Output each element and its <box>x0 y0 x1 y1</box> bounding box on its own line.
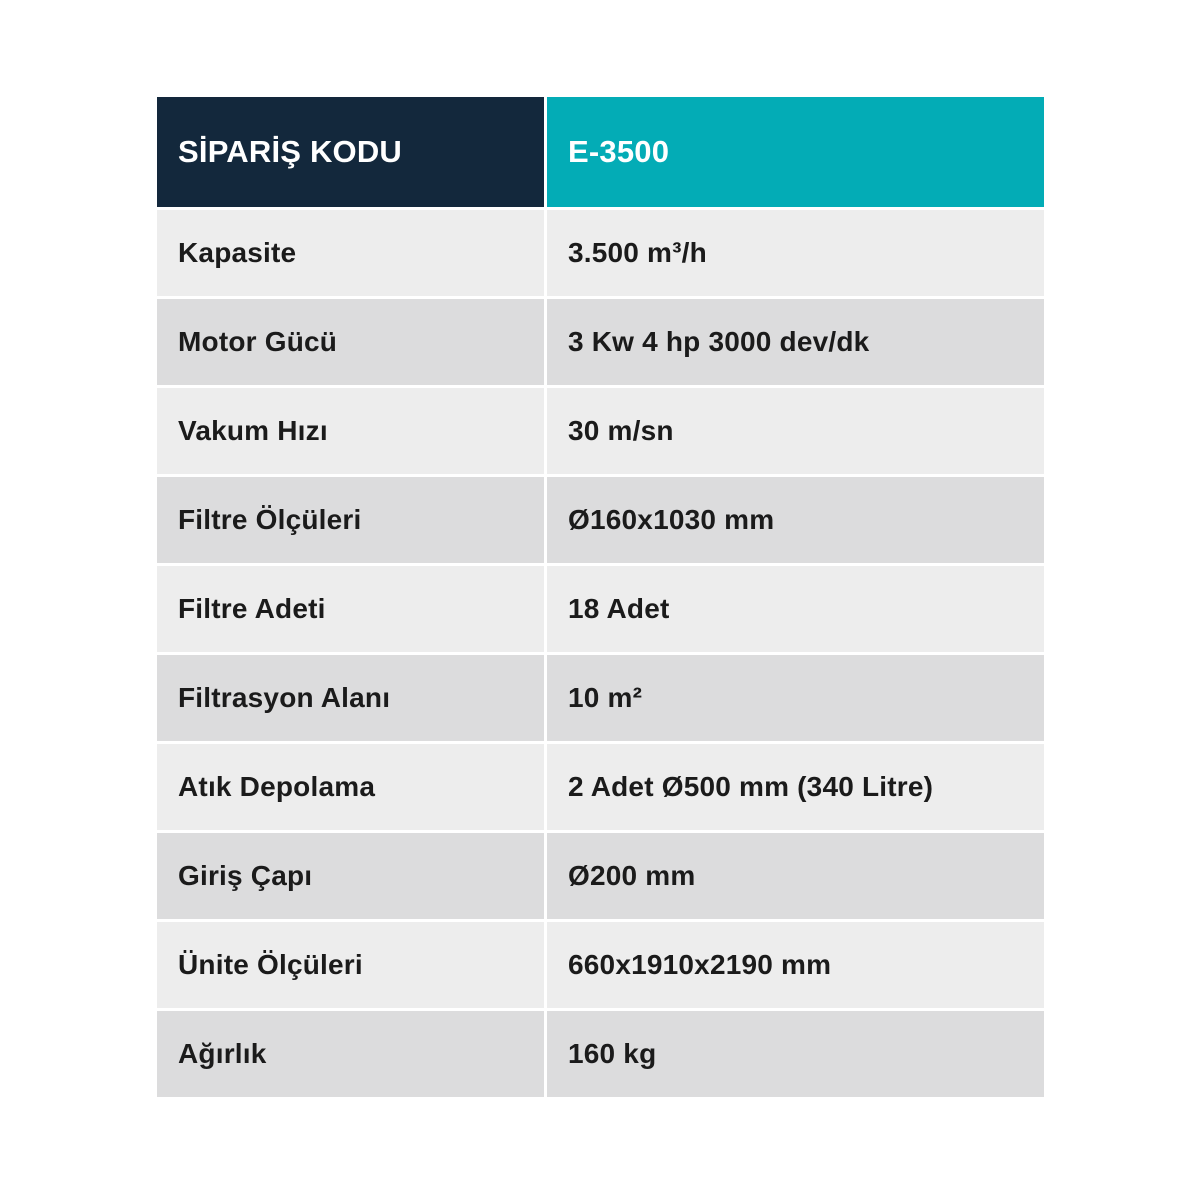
spec-row-label: Ağırlık <box>157 1011 544 1097</box>
spec-row-label: Ünite Ölçüleri <box>157 922 544 1008</box>
spec-row-label: Atık Depolama <box>157 744 544 830</box>
spec-row-value: 18 Adet <box>547 566 1044 652</box>
spec-row-label: Motor Gücü <box>157 299 544 385</box>
spec-row-label: Giriş Çapı <box>157 833 544 919</box>
spec-row-label: Vakum Hızı <box>157 388 544 474</box>
spec-table <box>157 97 1044 1097</box>
spec-row-value: Ø200 mm <box>547 833 1044 919</box>
spec-row-value: 3 Kw 4 hp 3000 dev/dk <box>547 299 1044 385</box>
spec-row-value: 2 Adet Ø500 mm (340 Litre) <box>547 744 1044 830</box>
spec-row-label: Filtre Adeti <box>157 566 544 652</box>
spec-row-label: Filtrasyon Alanı <box>157 655 544 741</box>
spec-row-value: 10 m² <box>547 655 1044 741</box>
spec-row-label: Kapasite <box>157 210 544 296</box>
spec-row-label: Filtre Ölçüleri <box>157 477 544 563</box>
header-order-code-label: SİPARİŞ KODU <box>157 97 544 207</box>
spec-row-value: 160 kg <box>547 1011 1044 1097</box>
spec-row-value: 3.500 m³/h <box>547 210 1044 296</box>
spec-row-value: 660x1910x2190 mm <box>547 922 1044 1008</box>
spec-row-value: Ø160x1030 mm <box>547 477 1044 563</box>
header-order-code-value: E-3500 <box>547 97 1044 207</box>
spec-row-value: 30 m/sn <box>547 388 1044 474</box>
